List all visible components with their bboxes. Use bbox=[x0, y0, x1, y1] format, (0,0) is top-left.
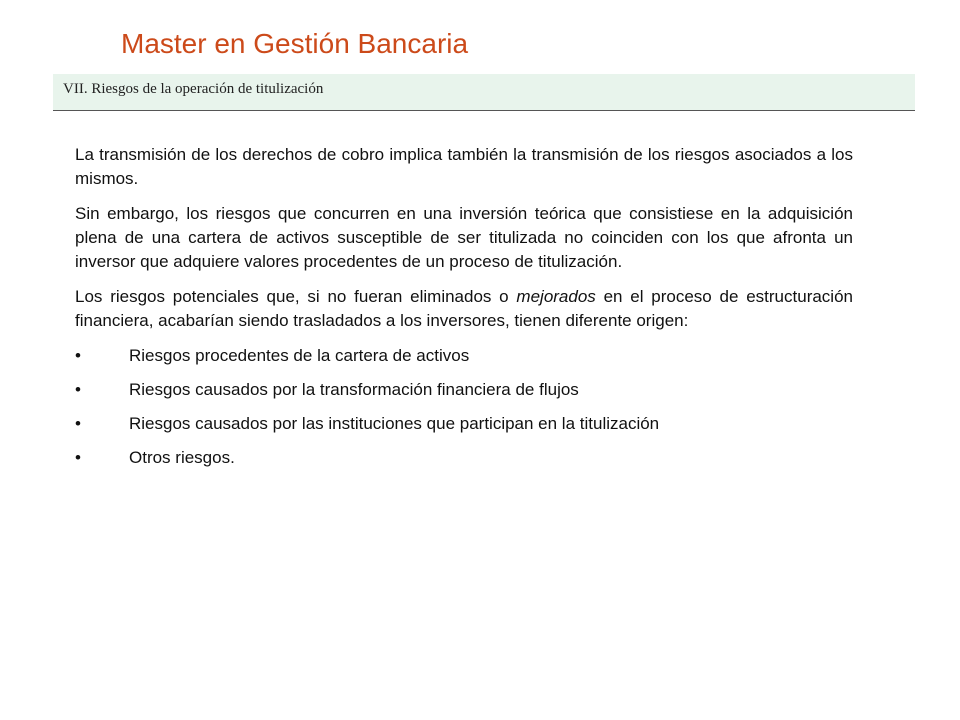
list-item-text: Riesgos causados por la transformación financiera de flujos bbox=[129, 380, 579, 399]
list-item-text: Riesgos procedentes de la cartera de activos bbox=[129, 346, 470, 365]
paragraph-risk-origin bbox=[75, 285, 853, 333]
paragraph-risks-differ: Sin embargo, los riesgos que concurren en una inversión teórica que consistiese en la adquisición plena de una cartera de activos susceptible de ser titulizada no coinciden con los que afronta un inversor que adquiere valores procedentes de un proceso de titulización. bbox=[75, 204, 853, 271]
list-item-text: Riesgos causados por las instituciones que participan en la titulización bbox=[129, 414, 660, 433]
slide-title: Master en Gestión Bancaria bbox=[121, 28, 469, 59]
section-heading: VII. Riesgos de la operación de titulización bbox=[63, 81, 324, 97]
bullet-icon: • bbox=[75, 448, 81, 467]
paragraph-transmission: La transmisión de los derechos de cobro implica también la transmisión de los riesgos asociados a los mismos. bbox=[75, 145, 853, 188]
paragraph-risk-origin-end: en el proceso de estructuración financiera, acabarían siendo trasladados a los inversores, tienen diferente origen: bbox=[75, 287, 853, 330]
list-item bbox=[75, 412, 853, 436]
slide-body bbox=[75, 143, 853, 480]
list-item bbox=[75, 378, 853, 402]
bullet-icon: • bbox=[75, 380, 81, 399]
paragraph-risk-origin-start: Los riesgos potenciales que, si no fueran eliminados o bbox=[75, 287, 517, 306]
risk-list bbox=[75, 344, 853, 470]
list-item bbox=[75, 446, 853, 470]
bullet-icon: • bbox=[75, 346, 81, 365]
list-item bbox=[75, 344, 853, 368]
list-item-text: Otros riesgos. bbox=[129, 448, 235, 467]
section-header-band bbox=[53, 74, 915, 111]
bullet-icon: • bbox=[75, 414, 81, 433]
emphasis-mejorados: mejorados bbox=[516, 287, 596, 306]
